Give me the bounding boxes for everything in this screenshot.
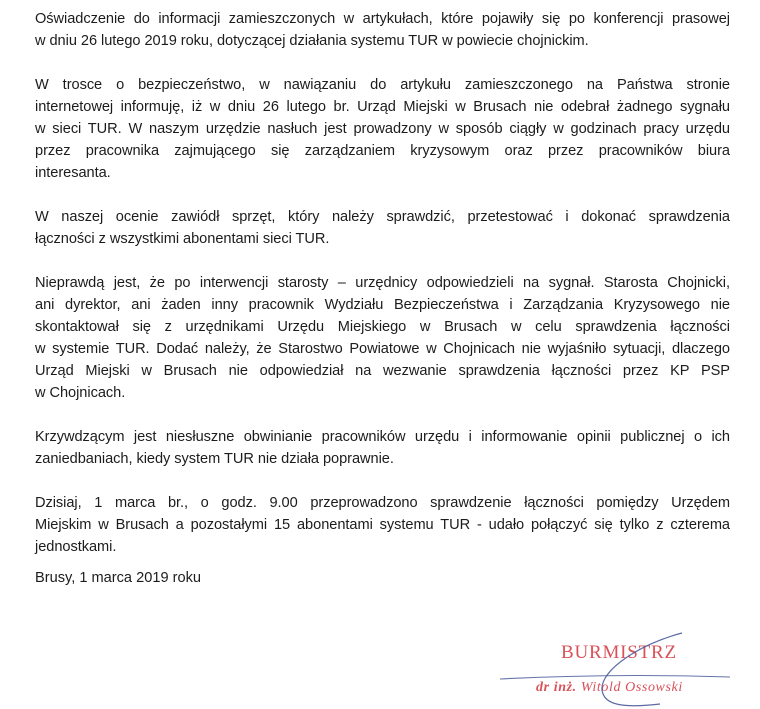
paragraph-test-result [35,492,730,558]
text-line: Oświadczenie do informacji zamieszczonych w artykułach, które pojawiły się po konferencji prasowej [35,11,730,27]
text-line: W naszej ocenie zawiódł sprzęt, który należy sprawdzić, przetestować i dokonać sprawdzenia [35,209,730,225]
paragraph-untruth [35,272,730,404]
text-line: ani dyrektor, ani żaden inny pracownik Wydziału Bezpieczeństwa i Zarządzania Kryzysowego nie [35,297,730,313]
text-line: przez pracownika zajmującego się zarządzaniem kryzysowym oraz przez pracowników biura [35,143,730,159]
paragraph-equipment [35,206,730,250]
place-and-date: Brusy, 1 marca 2019 roku [35,570,202,586]
text-line: w systemie TUR. Dodać należy, że Starostwo Powiatowe w Chojnicach nie wyjaśniło sytuacji, dlaczego [35,341,730,357]
stamp-prefix: dr inż. [536,680,577,695]
text-line: Urząd Miejski w Brusach nie odpowiedział na wezwanie sprawdzenia łączności przez KP PSP [35,363,730,379]
text-line: internetowej informuję, iż w dniu 26 lutego br. Urząd Miejski w Brusach nie odebrał żadnego sygnału [35,99,730,115]
stamp-title: BURMISTRZ [561,642,677,663]
text-line: w sieci TUR. W naszym urzędzie nasłuch jest prowadzony w sposób ciągły w godzinach pracy urzędu [35,121,730,137]
document-body [35,8,730,580]
paragraph-blame [35,426,730,470]
text-line: Krzywdzącym jest niesłuszne obwinianie pracowników urzędu i informowanie opinii publicznej o ich [35,429,730,445]
paragraph-intro [35,8,730,52]
text-line: w Chojnicach. [35,385,126,401]
text-line: Dzisiaj, 1 marca br., o godz. 9.00 przeprowadzono sprawdzenie łączności pomiędzy Urzędem [35,495,730,511]
text-line: skontaktował się z urzędnikami Urzędu Miejskiego w Brusach w celu sprawdzenia łączności [35,319,730,335]
text-line: zaniedbaniach, kiedy system TUR nie działa poprawnie. [35,451,394,467]
paragraph-safety [35,74,730,184]
text-line: interesanta. [35,165,111,181]
text-line: w dniu 26 lutego 2019 roku, dotyczącej działania systemu TUR w powiecie chojnickim. [35,33,589,49]
mayor-stamp [500,630,760,709]
text-line: W trosce o bezpieczeństwo, w nawiązaniu do artykułu zamieszczonego na Państwa stronie [35,77,730,93]
stamp-name: Witold Ossowski [580,680,683,695]
text-line: jednostkami. [35,539,117,555]
text-line: Nieprawdą jest, że po interwencji starosty – urzędnicy odpowiedzieli na sygnał. Starosta Chojnicki, [35,275,730,291]
handwritten-signature-icon [500,630,760,709]
text-line: łączności z wszystkimi abonentami sieci TUR. [35,231,330,247]
text-line: Miejskim w Brusach a pozostałymi 15 abonentami systemu TUR - udało połączyć się tylko z czterema [35,517,730,533]
